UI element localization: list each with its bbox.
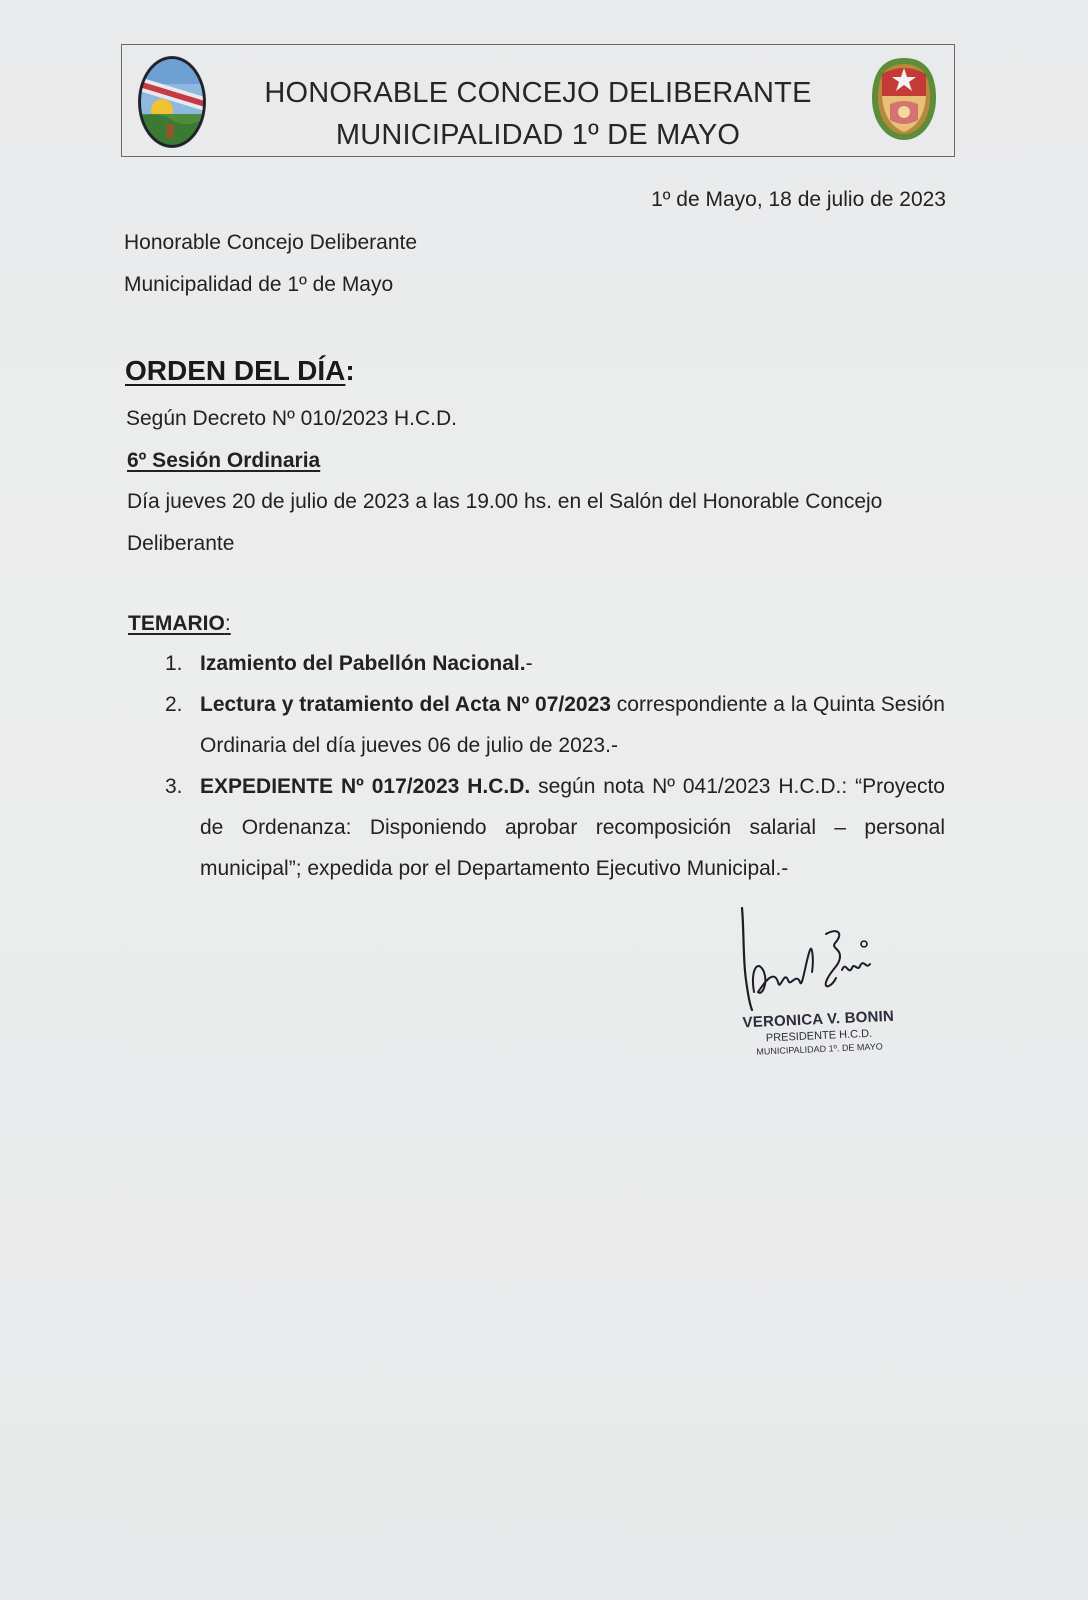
list-item-number: 1. [165,652,183,675]
temario-colon: : [224,612,231,635]
orden-del-dia-title: ORDEN DEL DÍA [125,355,346,386]
official-stamp [728,1007,910,1059]
session-title: 6º Sesión Ordinaria [127,449,321,472]
list-item [160,766,945,889]
stamp-organization: MUNICIPALIDAD 1º. DE MAYO [756,1041,883,1057]
orden-del-dia-heading [125,350,355,392]
list-item [160,684,945,766]
municipal-coat-of-arms-icon [136,54,208,150]
list-item-number: 3. [165,775,183,798]
list-item-number: 2. [165,693,183,716]
list-item [160,643,945,684]
list-item-text: correspondiente a la Quinta Sesión Ordinaria del día jueves 06 de julio de 2023.- [200,693,945,757]
decreto-reference: Según Decreto Nº 010/2023 H.C.D. [126,407,458,430]
temario-title: TEMARIO [128,612,225,635]
recipient-line-2: Municipalidad de 1º de Mayo [124,273,394,296]
list-item-bold: EXPEDIENTE Nº 017/2023 H.C.D. [200,775,531,798]
temario-list [160,643,945,889]
list-item-text: - [525,652,533,675]
list-item-text: según nota Nº 041/2023 H.C.D.: “Proyecto de Ordenanza: Disponiendo aprobar recomposición salarial – personal municipal”; expedida por el Departamento Ejecutivo Municipal.- [200,775,945,880]
recipient-line-1: Honorable Concejo Deliberante [124,231,418,254]
temario-heading [128,603,231,645]
list-item-bold: Izamiento del Pabellón Nacional. [200,652,526,675]
letterhead-title [232,72,844,156]
letterhead-line-1: HONORABLE CONCEJO DELIBERANTE [264,77,812,109]
stamp-role: PRESIDENTE H.C.D. [765,1027,873,1045]
letterhead-line-2: MUNICIPALIDAD 1º DE MAYO [335,119,741,151]
stamp-name: VERONICA V. BONIN [742,1007,895,1032]
provincial-coat-of-arms-icon [868,54,940,144]
list-item-bold: Lectura y tratamiento del Acta Nº 07/2023 [200,693,611,716]
session-details: Día jueves 20 de julio de 2023 a las 19.00 hs. en el Salón del Honorable Concejo Deliberante [127,490,883,555]
letterhead [121,44,955,157]
document-date: 1º de Mayo, 18 de julio de 2023 [651,188,946,211]
orden-del-dia-colon: : [345,355,355,386]
